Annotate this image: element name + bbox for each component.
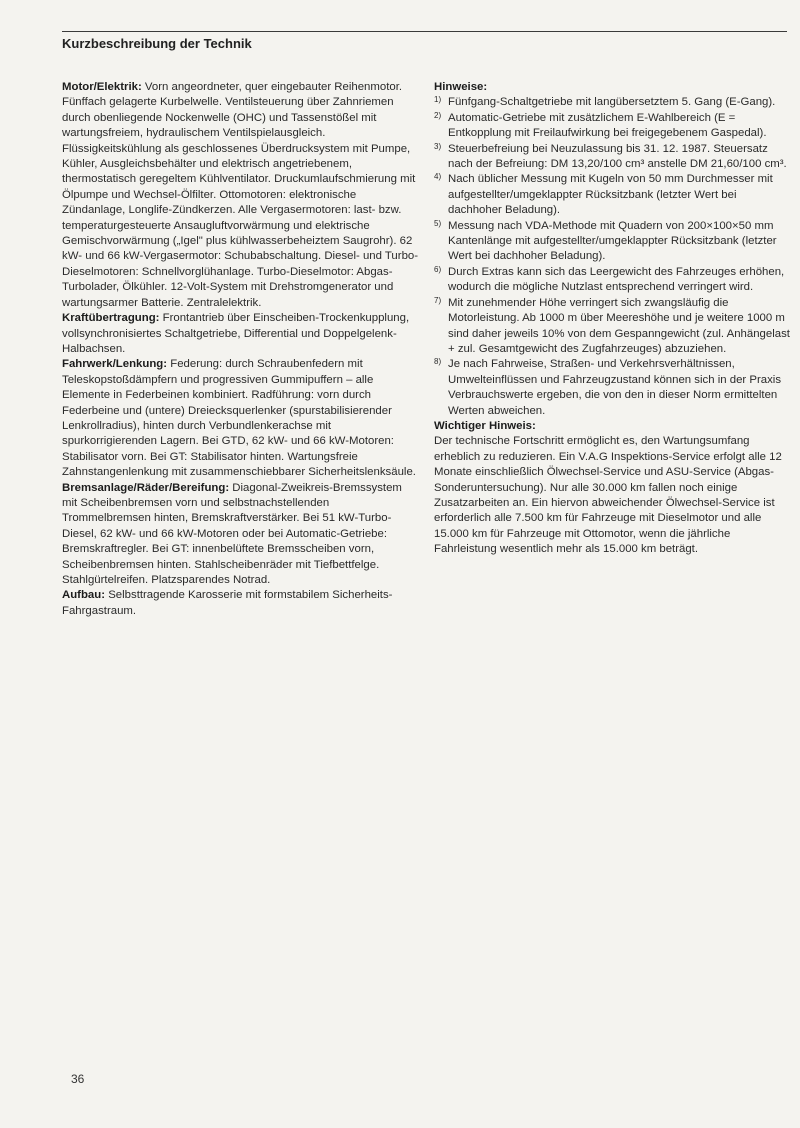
footnote-number: 5)	[434, 218, 442, 228]
paragraph-aufbau	[62, 588, 419, 619]
paragraph-text: Vorn angeordneter, quer eingebauter Reihenmotor. Fünffach gelagerte Kurbelwelle. Ventilsteuerung über Zahnriemen durch obenliegende Nockenwelle (OHC) und Tassenstößel mit wartungsfreiem, hydraulischem Ventilspielausgleich. Flüssigkeitskühlung als geschlossenes Überdrucksystem mit Pumpe, Kühler, Ausgleichsbehälter und elektrisch angetriebenem, thermostatisch geregeltem Kühlventilator. Druckumlaufschmierung mit Ölpumpe und Wechsel-Ölfilter. Ottomotoren: elektronische Zündanlage, Longlife-Zündkerzen. Alle Vergasermotoren: last- bzw. temperaturgesteuerte Ansaugluftvorwärmung und elektrische Gemischvorwärmung („Igel" plus kühlwasserbeheiztem Saugrohr). 62 kW- und 66 kW-Vergasermotor: Schubabschaltung. Diesel- und Turbo-Dieselmotoren: Schnellvorglühanlage. Turbo-Dieselmotor: Abgas-Turbolader, Ölkühler. 12-Volt-System mit Drehstromgenerator und wartungsarmer Batterie. Zentralelektrik.	[62, 81, 419, 309]
footnote-3	[434, 142, 790, 173]
paragraph-bremsanlage	[62, 481, 419, 589]
footnote-6	[434, 265, 790, 296]
footnote-4	[434, 172, 790, 218]
notes-column	[434, 80, 790, 558]
footnote-number: 2)	[434, 110, 442, 120]
paragraph-heading: Fahrwerk/Lenkung:	[62, 358, 168, 371]
footnote-text: Steuerbefreiung bei Neuzulassung bis 31. 12. 1987. Steuersatz nach der Befreiung: DM 13,20/100 cm³ anstelle DM 21,60/100 cm³.	[448, 142, 787, 171]
footnote-text: Fünfgang-Schaltgetriebe mit langübersetztem 5. Gang (E-Gang).	[448, 96, 776, 109]
footnote-number: 8)	[434, 357, 442, 367]
technical-description-column	[62, 80, 419, 619]
paragraph-text: Selbsttragende Karosserie mit formstabilem Sicherheits-Fahrgastraum.	[62, 589, 393, 617]
footnote-number: 4)	[434, 172, 442, 182]
paragraph-kraftuebertragung	[62, 311, 419, 357]
paragraph-heading: Aufbau:	[62, 589, 106, 602]
paragraph-heading: Kraftübertragung:	[62, 312, 160, 325]
footnote-text: Je nach Fahrweise, Straßen- und Verkehrsverhältnissen, Umwelteinflüssen und Fahrzeugzustand können sich in der Praxis Verbrauchswerte ergeben, die von den in dieser Norm ermittelten Werten abweichen.	[448, 358, 782, 417]
footnote-number: 1)	[434, 95, 442, 105]
header-rule	[62, 31, 787, 32]
footnote-text: Automatic-Getriebe mit zusätzlichem E-Wahlbereich (E = Entkopplung mit Freilaufwirkung bei freigegebenem Gaspedal).	[448, 111, 767, 140]
important-notice-heading: Wichtiger Hinweis:	[434, 419, 536, 432]
footnote-8	[434, 357, 790, 419]
footnote-5	[434, 219, 790, 265]
footnote-number: 6)	[434, 264, 442, 274]
paragraph-text: Federung: durch Schraubenfedern mit Teleskopstoßdämpfern und progressiven Gummipuffern – alle Elemente in Federbeinen kombiniert. Radführung: vorn durch Federbeine und (untere) Dreiecksquerlenker (spurstabilisierender Lenkrollradius), hinten durch Verbundlenkerachse mit spurkorrigierenden Lagern. Bei GTD, 62 kW- und 66 kW-Motoren: Stabilisator vorn. Bei GT: Stabilisator hinten. Wartungsfreie Zahnstangenlenkung mit zusammenschiebbarer Sicherheitslenksäule.	[62, 358, 416, 479]
footnote-2	[434, 111, 790, 142]
paragraph-heading: Motor/Elektrik:	[62, 81, 142, 93]
paragraph-motor-elektrik	[62, 80, 419, 311]
footnote-text: Durch Extras kann sich das Leergewicht des Fahrzeuges erhöhen, wodurch die mögliche Nutzlast entsprechend verringert wird.	[448, 265, 785, 294]
footnote-text: Messung nach VDA-Methode mit Quadern von 200×100×50 mm Kantenlänge mit aufgestellter/umgeklappter Rücksitzbank (letzter Wert bei dachhoher Beladung).	[448, 219, 777, 263]
paragraph-text: Diagonal-Zweikreis-Bremssystem mit Scheibenbremsen vorn und selbstnachstellenden Trommelbremsen hinten, Bremskraftverstärker. Bei 51 kW-Turbo-Diesel, 62 kW- und 66 kW-Motoren oder bei Automatic-Getriebe: Bremskraftregler. Bei GT: innenbelüftete Bremsscheiben vorn, Scheibenbremsen hinten. Stahlscheibenräder mit Tiefbettfelge. Stahlgürtelreifen. Platzsparendes Notrad.	[62, 481, 402, 586]
footnote-7	[434, 296, 790, 358]
section-title: Kurzbeschreibung der Technik	[62, 36, 252, 51]
page-number: 36	[71, 1072, 85, 1086]
footnote-number: 3)	[434, 141, 442, 151]
paragraph-text: Frontantrieb über Einscheiben-Trockenkupplung, vollsynchronisiertes Schaltgetriebe, Differential und Doppelgelenk-Halbachsen.	[62, 312, 410, 355]
paragraph-fahrwerk-lenkung	[62, 357, 419, 480]
important-notice-text: Der technische Fortschritt ermöglicht es, den Wartungsumfang erheblich zu reduzieren. Ein V.A.G Inspektions-Service erfolgt alle 12 Monate einschließlich Ölwechsel-Service und ASU-Service (Abgas-Sonderuntersuchung). Nur alle 30.000 km fallen noch einige Zusatzarbeiten an. Ein hiervon abweichender Ölwechsel-Service ist erforderlich alle 7.500 km für Fahrzeuge mit Dieselmotor und alle 15.000 km für Fahrzeuge mit Ottomotor, wenn die jährliche Fahrleistung wesentlich mehr als 15.000 km beträgt.	[434, 435, 782, 556]
footnote-text: Mit zunehmender Höhe verringert sich zwangsläufig die Motorleistung. Ab 1000 m über Meereshöhe und je weitere 1000 m sind daher jeweils 10% von dem Gespanngewicht (zul. Anhängelast + zul. Gesamtgewicht des Zugfahrzeuges) abzuziehen.	[448, 296, 790, 355]
footnote-text: Nach üblicher Messung mit Kugeln von 50 mm Durchmesser mit aufgestellter/umgeklappter Rücksitzbank (letzter Wert bei dachhoher Beladung).	[448, 173, 773, 217]
paragraph-heading: Bremsanlage/Räder/Bereifung:	[62, 481, 230, 494]
notes-heading: Hinweise:	[434, 81, 488, 93]
footnote-1	[434, 95, 790, 110]
footnote-number: 7)	[434, 295, 442, 305]
